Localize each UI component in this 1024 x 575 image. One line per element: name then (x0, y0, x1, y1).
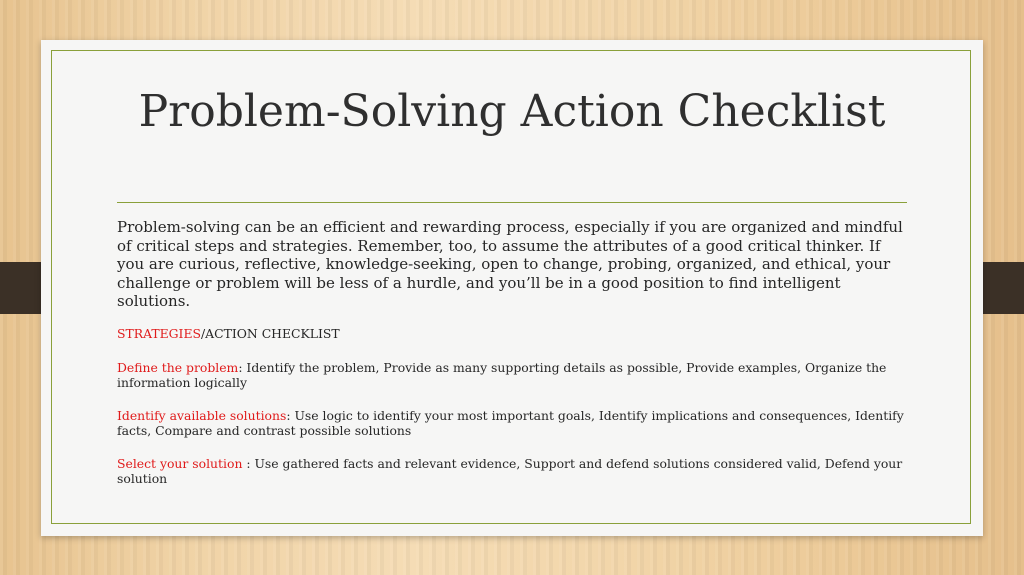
checklist-item-text: : Use logic to identify your most important goals, Identify implications and consequences, Identify facts, Compare and contrast possible solutions (117, 407, 904, 438)
checklist-item-select (117, 456, 907, 487)
checklist-item-label: Identify available solutions (117, 407, 287, 423)
title-divider (117, 202, 907, 203)
checklist-heading (117, 326, 907, 342)
checklist-item-text: : Use gathered facts and relevant evidence, Support and defend solutions considered valid, Defend your solution (117, 455, 903, 486)
checklist-item-label: Select your solution (117, 455, 247, 471)
intro-paragraph: Problem-solving can be an efficient and rewarding process, especially if you are organized and mindful of critical steps and strategies. Remember, too, to assume the attributes of a good critical thinker. If you are curious, reflective, knowledge-seeking, open to change, probing, organized, and ethical, your challenge or problem will be less of a hurdle, and you’ll be in a good position to find intelligent solutions. (117, 218, 903, 310)
checklist-item-identify (117, 408, 907, 439)
checklist (117, 326, 907, 504)
slide-title: Problem-Solving Action Checklist (138, 86, 886, 137)
checklist-heading-highlight: STRATEGIES (117, 326, 201, 341)
slide-card (41, 40, 983, 536)
checklist-heading-rest: /ACTION CHECKLIST (201, 326, 340, 341)
checklist-item-define (117, 360, 907, 391)
checklist-item-text: : Identify the problem, Provide as many supporting details as possible, Provide examples, Organize the information logically (117, 359, 887, 390)
checklist-item-label: Define the problem (117, 359, 239, 375)
